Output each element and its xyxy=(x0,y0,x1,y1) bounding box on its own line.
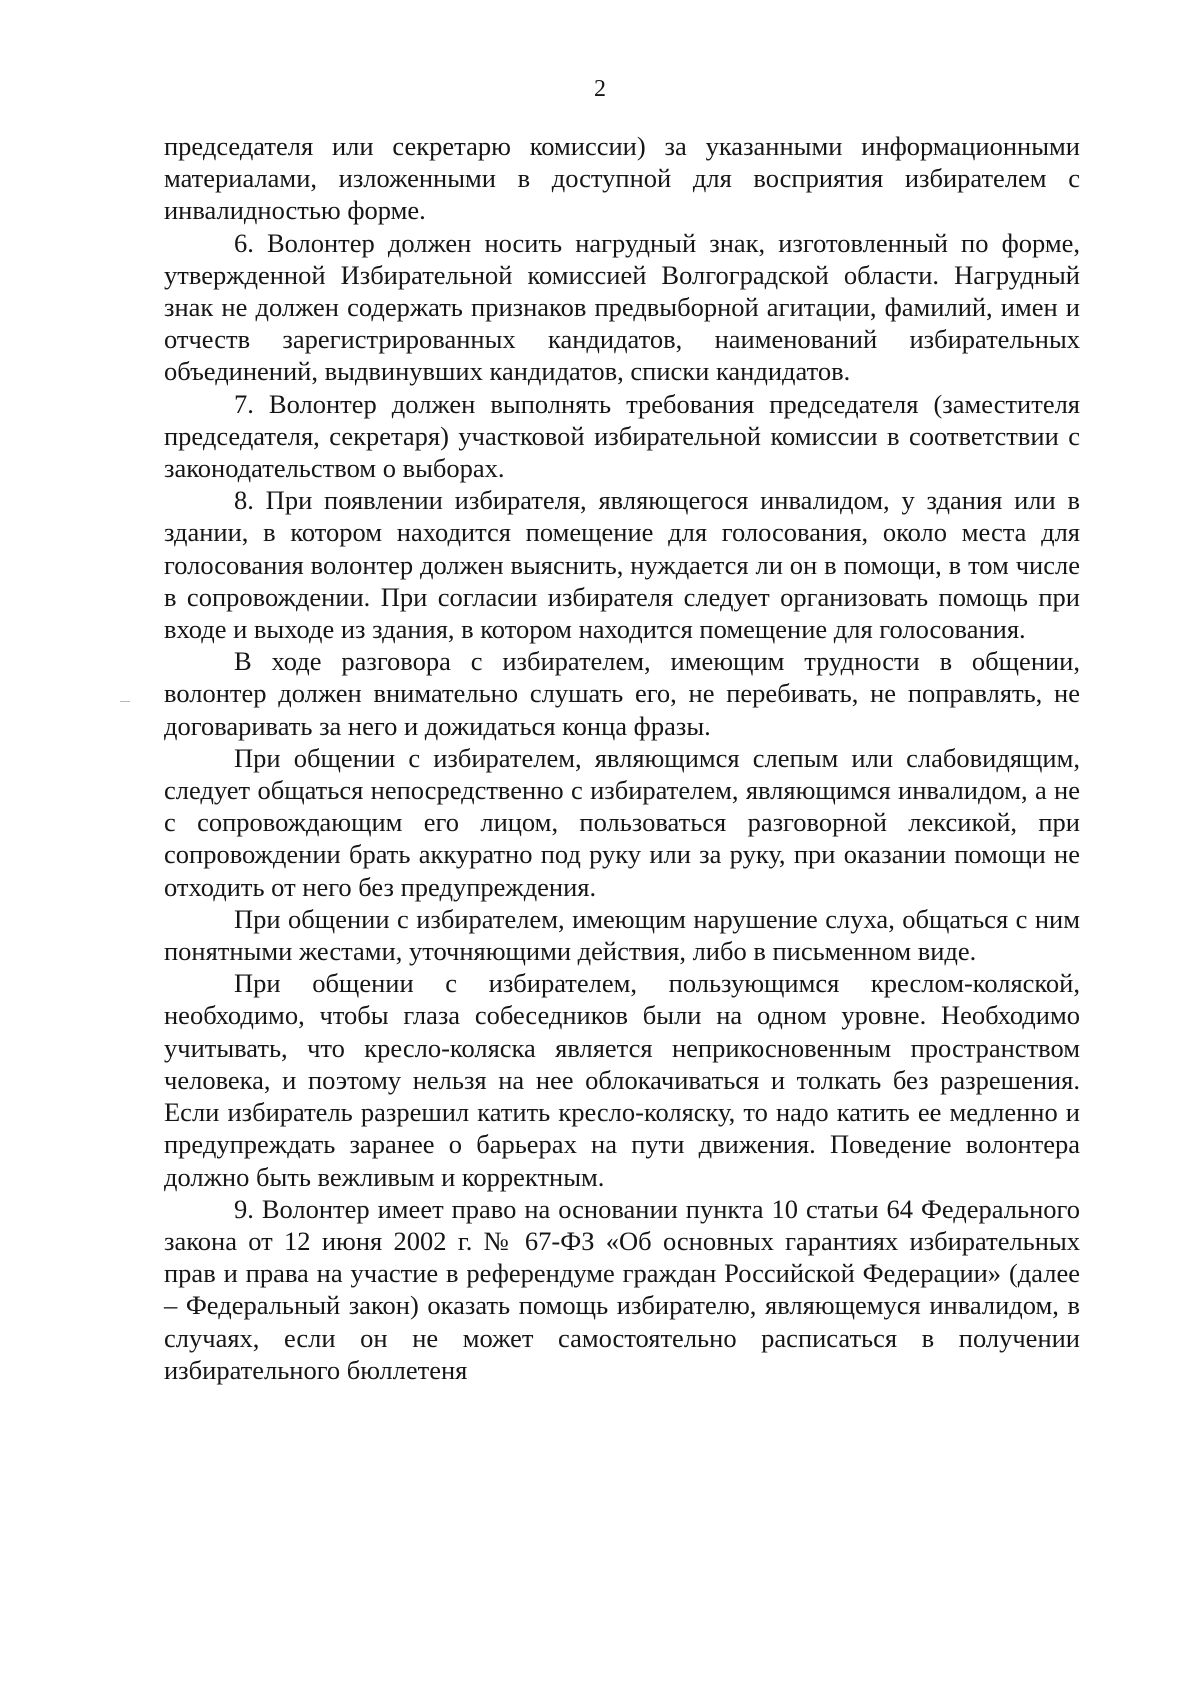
paragraph-item-8: 8. При появлении избирателя, являющегося инвалидом, у здания или в здании, в котором находится помещение для голосования, около места для голосования волонтер должен выяснить, нуждается ли он в помощи, в том числе в сопровождении. При согласии избирателя следует организовать помощь при входе и выходе из здания, в котором находится помещение для голосования. xyxy=(164,485,1080,645)
paragraph-item-9: 9. Волонтер имеет право на основании пункта 10 статьи 64 Федерального закона от 12 июня 2002 г. № 67-ФЗ «Об основных гарантиях избирательных прав и права на участие в референдуме граждан Российской Федерации» (далее – Федеральный закон) оказать помощь избирателю, являющемуся инвалидом, в случаях, если он не может самостоятельно расписаться в получении избирательного бюллетеня xyxy=(164,1193,1080,1385)
paragraph-item-7: 7. Волонтер должен выполнять требования председателя (заместителя председателя, секретаря) участковой избирательной комиссии в соответствии с законодательством о выборах. xyxy=(164,388,1080,484)
scan-artifact xyxy=(120,701,130,702)
paragraph-wheelchair-users: При общении с избирателем, пользующимся креслом-коляской, необходимо, чтобы глаза собеседников были на одном уровне. Необходимо учитывать, что кресло-коляска является неприкосновенным пространством человека, и поэтому нельзя на нее облокачиваться и толкать без разрешения. Если избиратель разрешил катить кресло-коляску, то надо катить ее медленно и предупреждать заранее о барьерах на пути движения. Поведение волонтера должно быть вежливым и корректным. xyxy=(164,968,1080,1192)
paragraph-visually-impaired: При общении с избирателем, являющимся слепым или слабовидящим, следует общаться непосредственно с избирателем, являющимся инвалидом, а не с сопровождающим его лицом, пользоваться разговорной лексикой, при сопровождении брать аккуратно под руку или за руку, при оказании помощи не отходить от него без предупреждения. xyxy=(164,742,1080,902)
paragraph-communication-difficulties: В ходе разговора с избирателем, имеющим трудности в общении, волонтер должен внимательно слушать его, не перебивать, не поправлять, не договаривать за него и дожидаться конца фразы. xyxy=(164,646,1080,741)
paragraph-continuation: председателя или секретарю комиссии) за указанными информационными материалами, изложенными в доступной для восприятия избирателем с инвалидностью форме. xyxy=(164,131,1080,226)
paragraph-item-6: 6. Волонтер должен носить нагрудный знак, изготовленный по форме, утвержденной Избирательной комиссией Волгоградской области. Нагрудный знак не должен содержать признаков предвыборной агитации, фамилий, имен и отчеств зарегистрированных кандидатов, наименований избирательных объединений, выдвинувших кандидатов, списки кандидатов. xyxy=(164,227,1080,387)
paragraph-hearing-impaired: При общении с избирателем, имеющим нарушение слуха, общаться с ним понятными жестами, уточняющими действия, либо в письменном виде. xyxy=(164,903,1080,967)
page-number: 2 xyxy=(594,76,606,102)
document-body xyxy=(164,130,1080,1386)
